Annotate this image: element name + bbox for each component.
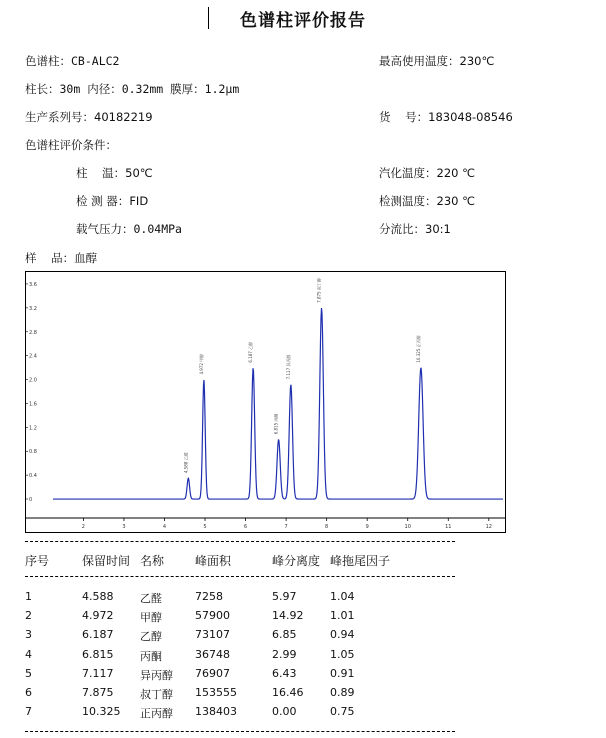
table-cell: 0.91 <box>330 666 355 680</box>
peak-label: 4.972 甲醇 <box>198 353 204 375</box>
table-cell: 1.01 <box>330 609 355 623</box>
table-cell: 7.875 <box>82 686 114 699</box>
column-header: 保留时间 <box>82 554 131 568</box>
sample-field <box>25 250 97 266</box>
table-cell: 乙醇 <box>140 630 162 644</box>
carrier-label: 载气压力： <box>76 222 134 236</box>
y-tick-label: 0 <box>29 497 33 504</box>
column-header: 峰分离度 <box>272 554 321 568</box>
y-tick-label: 2.0 <box>29 377 37 384</box>
x-tick-label: 3 <box>122 524 126 530</box>
serial-value: 40182219 <box>94 110 153 124</box>
y-tick-label: 1.6 <box>29 401 37 408</box>
table-rule-bottom <box>25 731 455 732</box>
y-tick-label: 1.2 <box>29 425 37 432</box>
peak-label: 6.187 乙醇 <box>248 341 254 363</box>
report-title: 色谱柱评价报告 <box>240 11 366 31</box>
det-temp-label: 检测温度： <box>379 194 437 208</box>
table-cell: 76907 <box>195 666 230 680</box>
x-tick-label: 7 <box>284 524 288 530</box>
table-cell: 5.97 <box>272 590 297 603</box>
table-cell: 1 <box>25 590 32 603</box>
table-cell: 0.00 <box>272 705 297 719</box>
table-cell: 7 <box>25 705 32 719</box>
column-label: 色谱柱： <box>25 54 71 68</box>
max-temp-value: 230℃ <box>459 54 495 68</box>
table-cell: 3 <box>25 628 32 642</box>
inj-field <box>379 165 475 181</box>
max-temp-label: 最高使用温度： <box>379 54 460 68</box>
table-cell: 6.815 <box>82 647 114 661</box>
peak-label: 7.117 异丙醇 <box>285 354 291 380</box>
column-header: 峰拖尾因子 <box>330 554 391 568</box>
table-cell: 异丙醇 <box>140 668 173 682</box>
sample-label: 样 品： <box>25 251 75 265</box>
det-temp-value: 230 ℃ <box>436 194 476 208</box>
table-cell: 10.325 <box>82 705 121 719</box>
inj-value: 220 ℃ <box>436 166 476 180</box>
table-cell: 丙酮 <box>140 649 162 663</box>
table-cell: 153555 <box>195 686 237 699</box>
x-tick-label: 6 <box>243 524 248 530</box>
table-cell: 138403 <box>195 705 237 719</box>
sample-value: 血醇 <box>74 251 98 265</box>
table-cell: 甲醇 <box>140 611 162 625</box>
table-cell: 乙醛 <box>140 592 162 605</box>
carrier-value: 0.04MPa <box>133 222 182 236</box>
table-cell: 14.92 <box>272 609 304 623</box>
x-tick-label: 8 <box>325 524 329 530</box>
table-cell: 0.75 <box>330 705 355 719</box>
y-tick-label: 2.4 <box>29 353 37 360</box>
x-tick-label: 5 <box>203 524 207 530</box>
specs-field <box>25 81 239 97</box>
y-tick-label: 0.4 <box>29 473 37 480</box>
column-field <box>25 53 119 69</box>
split-value: 30:1 <box>425 222 451 236</box>
table-cell: 4 <box>25 647 32 661</box>
column-header: 峰面积 <box>195 554 232 568</box>
peak-label: 7.875 叔丁醇 <box>316 278 322 303</box>
serial-label: 生产系列号： <box>25 110 94 124</box>
max-temp-field <box>379 53 494 69</box>
table-cell: 73107 <box>195 628 230 642</box>
column-header: 序号 <box>25 554 50 568</box>
table-rule-top <box>25 541 455 542</box>
table-cell: 0.89 <box>330 686 355 699</box>
table-cell: 7.117 <box>82 666 114 680</box>
x-tick-label: 10 <box>404 524 411 530</box>
y-tick-label: 3.2 <box>29 305 37 312</box>
table-cell: 正丙醇 <box>140 707 173 721</box>
split-label: 分流比： <box>379 222 425 236</box>
x-tick-label: 4 <box>162 524 167 530</box>
table-cell: 5 <box>25 666 32 680</box>
table-cell: 1.04 <box>330 590 355 603</box>
column-value: CB-ALC2 <box>71 54 120 68</box>
detector-label: 检 测 器： <box>76 194 130 208</box>
plot-frame <box>26 272 506 533</box>
oven-value: 50℃ <box>125 166 153 180</box>
specs-value: 30m 内径：0.32mm 膜厚：1.2μm <box>59 82 240 96</box>
item-value: 183048-08546 <box>428 110 513 124</box>
carrier-field <box>76 221 182 237</box>
peak-label: 4.588 乙醛 <box>183 452 189 474</box>
table-cell: 16.46 <box>272 686 304 699</box>
table-cell: 2.99 <box>272 647 297 661</box>
x-tick-label: 11 <box>445 524 452 530</box>
table-rule-mid <box>25 576 455 577</box>
table-cell: 0.94 <box>330 628 355 642</box>
table-cell: 4.588 <box>82 590 114 603</box>
det-temp-field <box>379 193 475 209</box>
serial-field <box>25 109 153 125</box>
item-label: 货 号： <box>379 110 429 124</box>
table-cell: 6.187 <box>82 628 114 642</box>
specs-label: 柱长： <box>25 82 60 96</box>
table-cell: 57900 <box>195 609 230 623</box>
x-tick-label: 12 <box>485 524 492 530</box>
detector-value: FID <box>129 194 149 208</box>
oven-label: 柱 温： <box>76 166 126 180</box>
table-cell: 6 <box>25 686 32 699</box>
peak-label: 10.325 正丙醇 <box>415 335 421 363</box>
inj-label: 汽化温度： <box>379 166 437 180</box>
y-tick-label: 2.8 <box>29 329 37 336</box>
table-cell: 36748 <box>195 647 230 661</box>
table-cell: 7258 <box>195 590 223 603</box>
table-cell: 叔丁醇 <box>140 688 173 701</box>
x-tick-label: 9 <box>365 524 369 530</box>
table-cell: 6.85 <box>272 628 297 642</box>
item-field <box>379 109 513 125</box>
detector-field <box>76 193 148 209</box>
chromatogram <box>25 271 506 533</box>
column-header: 名称 <box>140 554 165 568</box>
peak-label: 6.815 丙酮 <box>273 413 279 435</box>
y-tick-label: 0.8 <box>29 449 37 456</box>
x-tick-label: 2 <box>81 524 85 530</box>
table-cell: 4.972 <box>82 609 114 623</box>
split-field <box>379 221 451 237</box>
oven-field <box>76 165 153 181</box>
table-cell: 1.05 <box>330 647 355 661</box>
conditions-heading: 色谱柱评价条件： <box>25 138 117 152</box>
table-cell: 6.43 <box>272 666 297 680</box>
table-cell: 2 <box>25 609 32 623</box>
y-tick-label: 3.6 <box>29 281 37 288</box>
